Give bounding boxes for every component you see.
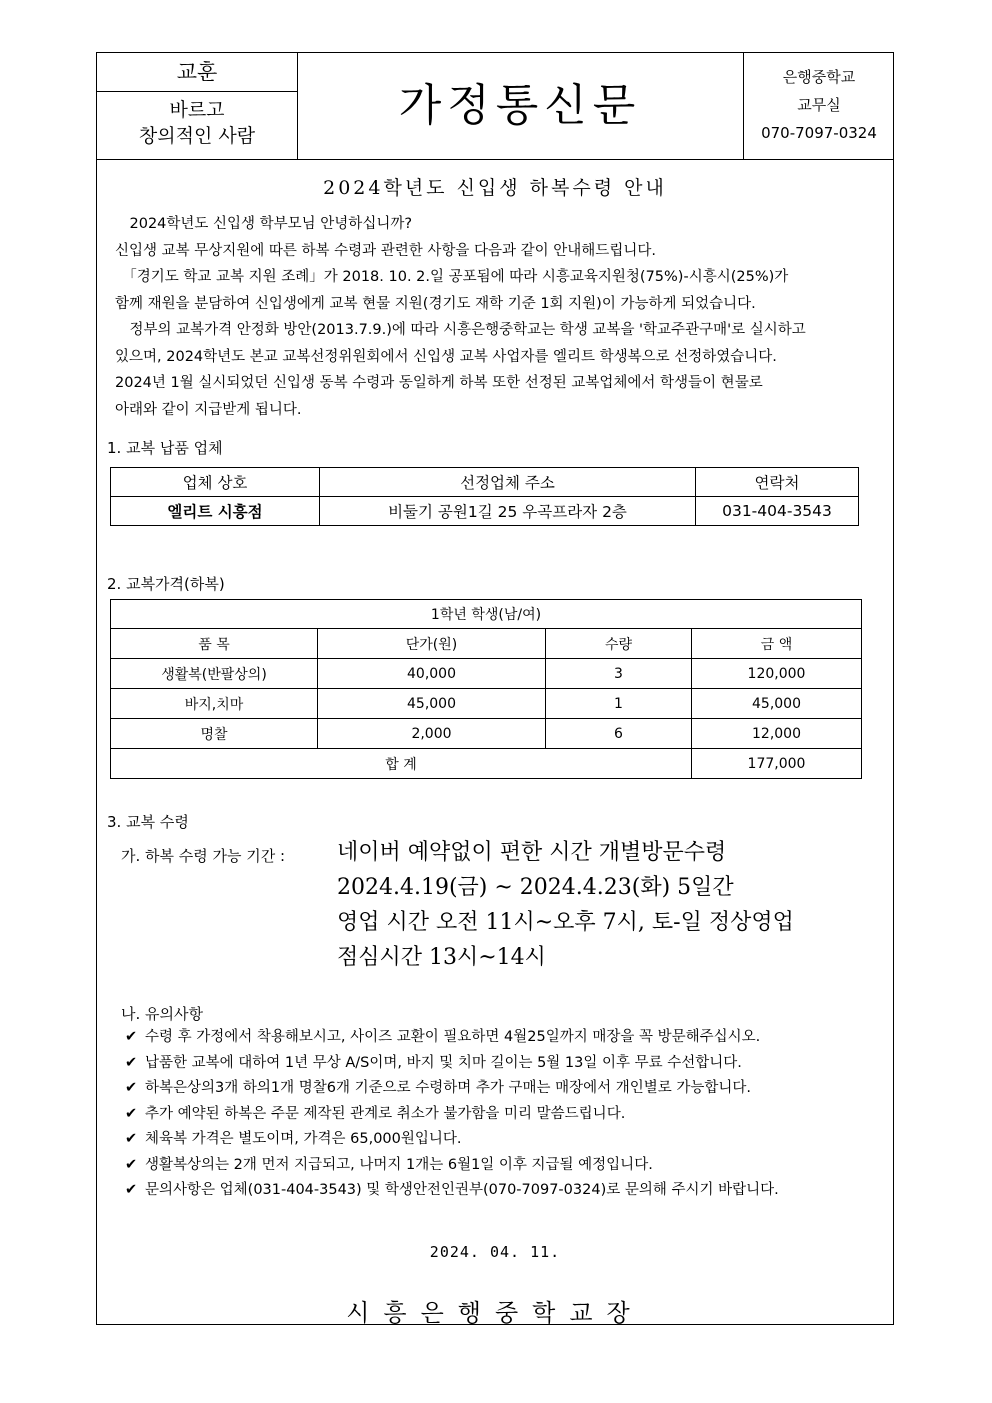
note-text: 하복은상의3개 하의1개 명찰6개 기준으로 수령하며 추가 구매는 매장에서 개인별로 가능합니다. <box>145 1080 752 1096</box>
item-name: 생활복(반팔상의) <box>111 659 318 689</box>
intro-line: 「경기도 학교 교복 지원 조례」가 2018. 10. 2.일 공포됨에 따라 시흥교육지원청(75%)-시흥시(25%)가 <box>115 269 789 285</box>
list-item <box>125 1025 779 1051</box>
check-icon: ✔ <box>125 1105 138 1122</box>
motto-box <box>97 53 298 159</box>
price-table <box>110 599 862 779</box>
section2-title: 2. 교복가격(하복) <box>107 575 225 593</box>
receipt-line: 2024.4.19(금) ~ 2024.4.23(화) 5일간 <box>337 875 734 900</box>
list-item <box>125 1178 779 1204</box>
vendor-header: 업체 상호 <box>111 468 320 497</box>
total-value: 177,000 <box>692 749 862 779</box>
intro-line: 정부의 교복가격 안정화 방안(2013.7.9.)에 따라 시흥은행중학교는 학생 교복을 '학교주관구매'로 실시하고 <box>115 322 806 338</box>
receipt-period-label: 가. 하복 수령 가능 기간 : <box>121 847 286 865</box>
price-header: 금 액 <box>692 629 862 659</box>
amount: 45,000 <box>692 689 862 719</box>
check-icon: ✔ <box>125 1054 138 1071</box>
motto-line: 바르고 <box>169 99 225 121</box>
intro-line: 2024년 1월 실시되었던 신입생 동복 수령과 동일하게 하복 또한 선정된 교복업체에서 학생들이 현물로 <box>115 375 763 391</box>
intro-line: 신입생 교복 무상지원에 따른 하복 수령과 관련한 사항을 다음과 같이 안내해드립니다. <box>115 242 656 259</box>
vendor-header: 연락처 <box>696 468 859 497</box>
note-text: 체육복 가격은 별도이며, 가격은 65,000원입니다. <box>145 1131 462 1147</box>
section3-title: 3. 교복 수령 <box>107 813 189 831</box>
motto-text <box>97 97 297 149</box>
signer: 시흥은행중학교장 <box>346 1299 644 1327</box>
intro-paragraph <box>115 211 885 423</box>
intro-line: 2024학년도 신입생 학부모님 안녕하십니까? <box>115 216 413 232</box>
unit-price: 2,000 <box>318 719 546 749</box>
vendor-address: 비둘기 공원1길 25 우곡프라자 2층 <box>320 497 696 526</box>
note-text: 생활복상의는 2개 먼저 지급되고, 나머지 1개는 6월1일 이후 지급될 예정입니다. <box>145 1156 653 1173</box>
motto-label: 교훈 <box>97 53 297 92</box>
receipt-period-lines <box>337 835 794 975</box>
item-name: 바지,치마 <box>111 689 318 719</box>
notes-title: 나. 유의사항 <box>121 1005 203 1023</box>
section1-title: 1. 교복 납품 업체 <box>107 439 223 457</box>
check-icon: ✔ <box>125 1131 138 1147</box>
vendor-header: 선정업체 주소 <box>320 468 696 497</box>
vendor-name: 엘리트 시흥점 <box>111 497 320 526</box>
note-text: 추가 예약된 하복은 주문 제작된 관계로 취소가 불가함을 미리 말씀드립니다. <box>145 1105 626 1122</box>
list-item <box>125 1102 779 1128</box>
item-name: 명찰 <box>111 719 318 749</box>
vendor-phone: 031-404-3543 <box>696 497 859 526</box>
list-item <box>125 1153 779 1179</box>
check-icon: ✔ <box>125 1080 138 1096</box>
table-row <box>111 659 862 689</box>
newsletter-frame <box>96 52 894 1325</box>
price-header: 품 목 <box>111 629 318 659</box>
price-group-header: 1학년 학생(남/여) <box>111 600 862 629</box>
amount: 120,000 <box>692 659 862 689</box>
intro-line: 아래와 같이 지급받게 됩니다. <box>115 401 302 418</box>
check-icon: ✔ <box>125 1156 138 1173</box>
school-info <box>743 53 894 159</box>
vendor-table <box>110 467 859 526</box>
note-text: 납품한 교복에 대하여 1년 무상 A/S이며, 바지 및 치마 길이는 5월 13일 이후 무료 수선합니다. <box>145 1054 742 1071</box>
amount: 12,000 <box>692 719 862 749</box>
unit-price: 45,000 <box>318 689 546 719</box>
receipt-line: 네이버 예약없이 편한 시간 개별방문수령 <box>337 840 727 865</box>
quantity: 3 <box>546 659 692 689</box>
motto-line: 창의적인 사람 <box>138 125 256 147</box>
price-header: 단가(원) <box>318 629 546 659</box>
school-dept: 교무실 <box>797 96 841 114</box>
note-text: 문의사항은 업체(031-404-3543) 및 학생안전인권부(070-7097-0324)로 문의해 주시기 바랍니다. <box>145 1182 779 1198</box>
school-name: 은행중학교 <box>782 68 856 86</box>
check-icon: ✔ <box>125 1182 138 1198</box>
receipt-line: 영업 시간 오전 11시~오후 7시, 토-일 정상영업 <box>337 910 794 935</box>
receipt-line: 점심시간 13시~14시 <box>337 945 546 970</box>
quantity: 6 <box>546 719 692 749</box>
note-text: 수령 후 가정에서 착용해보시고, 사이즈 교환이 필요하면 4월25일까지 매장을 꼭 방문해주십시오. <box>145 1029 761 1045</box>
price-header: 수량 <box>546 629 692 659</box>
intro-line: 있으며, 2024학년도 본교 교복선정위원회에서 신입생 교복 사업자를 엘리트 학생복으로 선정하였습니다. <box>115 348 777 365</box>
unit-price: 40,000 <box>318 659 546 689</box>
newsletter-title: 가정통신문 <box>398 80 642 131</box>
document-title: 2024학년도 신입생 하복수령 안내 <box>323 177 667 199</box>
intro-line: 함께 재원을 분담하여 신입생에게 교복 현물 지원(경기도 재학 기준 1회 지원)이 가능하게 되었습니다. <box>115 295 756 312</box>
table-row <box>111 719 862 749</box>
check-icon: ✔ <box>125 1029 138 1045</box>
table-row <box>111 689 862 719</box>
quantity: 1 <box>546 689 692 719</box>
total-row <box>111 749 862 779</box>
school-phone: 070-7097-0324 <box>761 124 877 142</box>
header <box>97 53 893 160</box>
notes-list <box>125 1025 779 1204</box>
list-item <box>125 1076 779 1102</box>
issue-date: 2024. 04. 11. <box>429 1243 561 1261</box>
list-item <box>125 1127 779 1153</box>
total-label: 합 계 <box>111 749 692 779</box>
list-item <box>125 1051 779 1077</box>
